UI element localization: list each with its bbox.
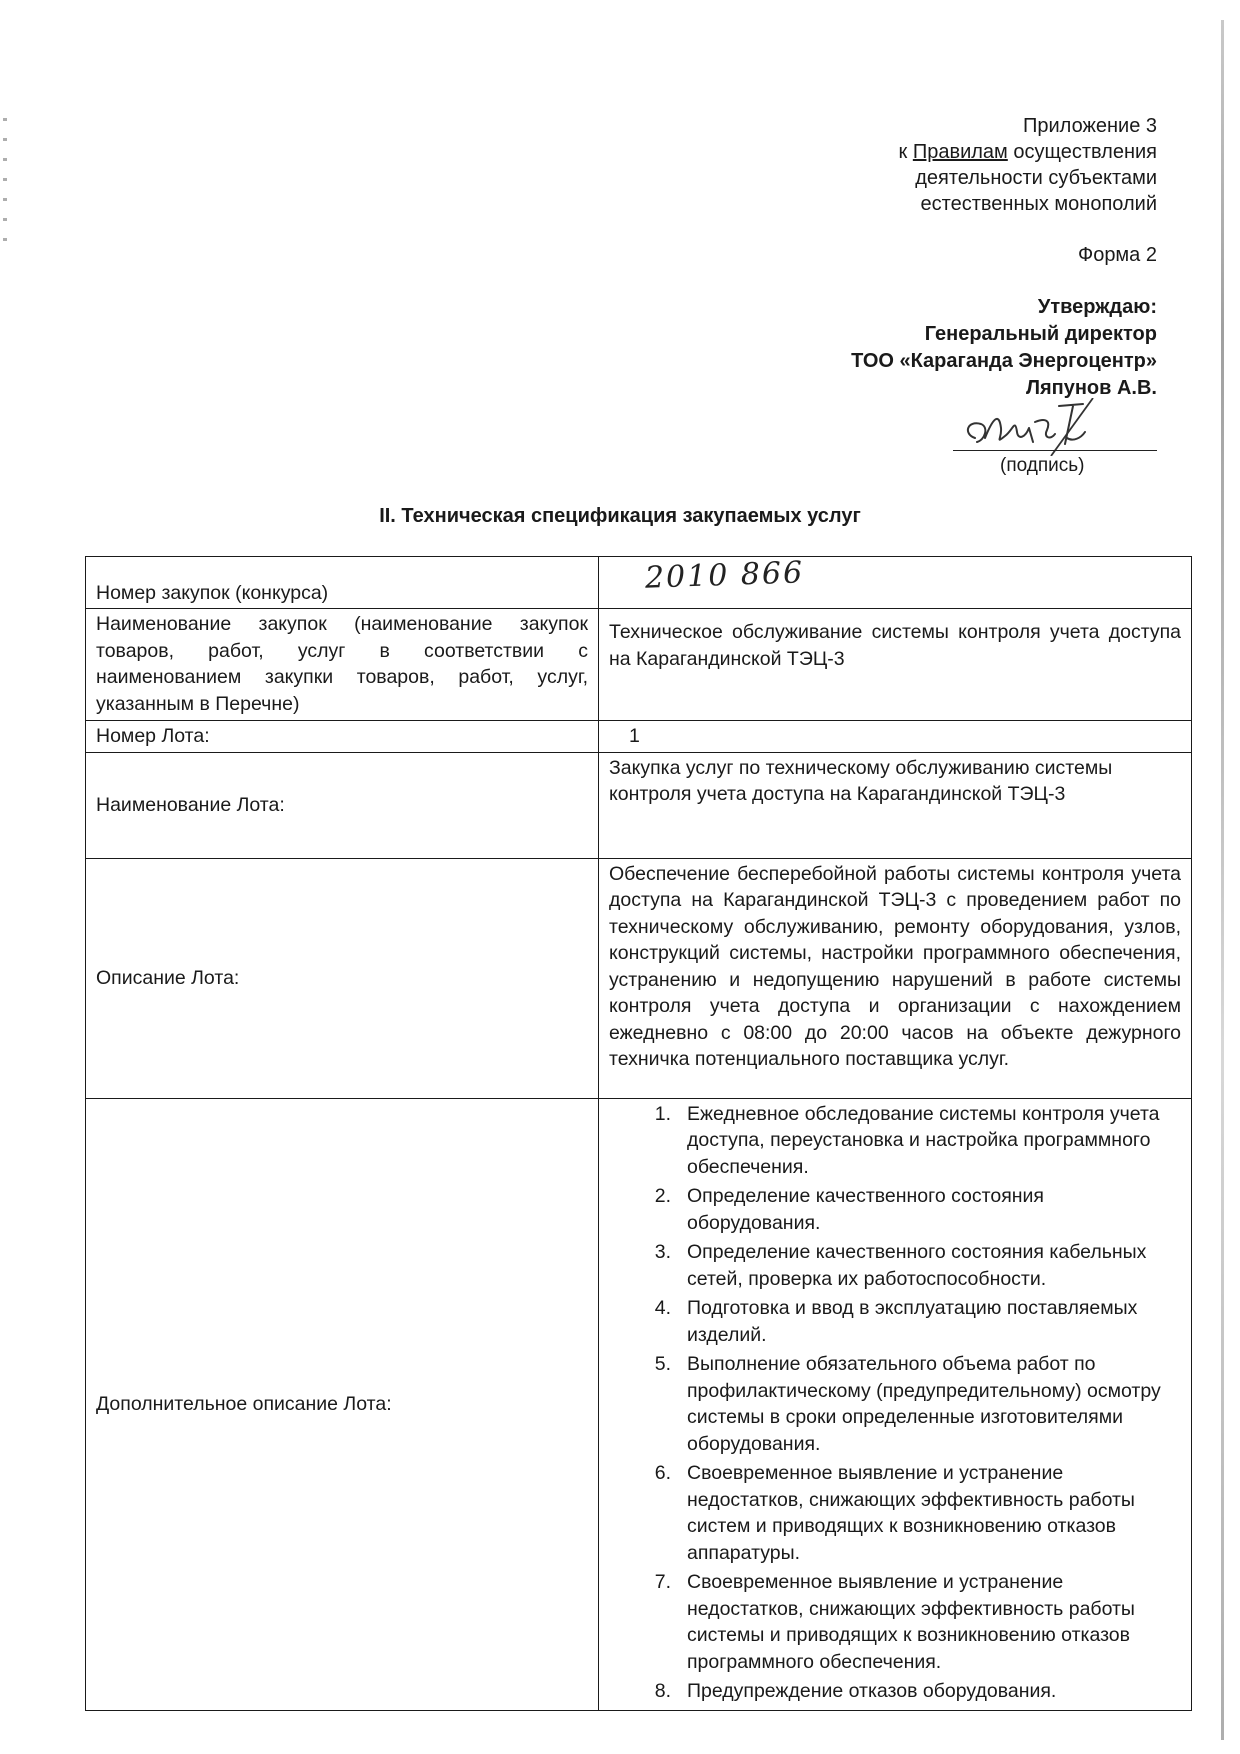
- list-item-number: 4.: [654, 1297, 671, 1319]
- row-label: Номер закупок (конкурса): [86, 557, 599, 609]
- list-item-number: 8.: [654, 1680, 671, 1702]
- form-number: Форма 2: [1077, 244, 1157, 266]
- handwritten-signature: [955, 398, 1105, 456]
- signature-line: [953, 450, 1157, 451]
- list-item-number: 2.: [654, 1185, 671, 1207]
- list-item-number: 5.: [654, 1353, 671, 1375]
- list-item-text: Своевременное выявление и устранение недостатков, снижающих эффективность работы системы и приводящих к возникновению отказов программного обеспечения.: [687, 1571, 1135, 1673]
- row-value: Обеспечение бесперебойной работы системы контроля учета доступа на Карагандинской ТЭЦ-3 с проведением работ по техническому обслуживанию, ремонту оборудования, узлов, конструкций системы, настройки программного обеспечения, устранению и недопущению нарушений в работе системы контроля учета доступа и организации с нахождением ежедневно с 08:00 до 20:00 часов на объекте дежурного техничка потенциального поставщика услуг.: [599, 858, 1192, 1098]
- list-item-text: Подготовка и ввод в эксплуатацию поставляемых изделий.: [687, 1297, 1138, 1346]
- list-item: [609, 1678, 1181, 1705]
- row-value: 1: [599, 721, 1192, 753]
- row-label: Номер Лота:: [86, 721, 599, 753]
- attachment-line-4: естественных монополий: [920, 193, 1157, 215]
- list-item-text: Определение качественного состояния кабельных сетей, проверка их работоспособности.: [687, 1241, 1147, 1290]
- additional-description-list: [609, 1101, 1181, 1705]
- list-item-text: Своевременное выявление и устранение недостатков, снижающих эффективность работы систем и приводящих к возникновению отказов аппаратуры.: [687, 1462, 1135, 1564]
- list-item-number: 3.: [654, 1241, 671, 1263]
- list-item: [609, 1351, 1181, 1457]
- scan-binding-marks: [3, 118, 7, 258]
- list-item: [609, 1239, 1181, 1292]
- table-row: [86, 721, 1192, 753]
- attachment-reference: [899, 113, 1157, 217]
- attachment-prefix: к: [898, 141, 913, 163]
- list-item-number: 6.: [654, 1462, 671, 1484]
- attachment-suffix: осуществления: [1007, 141, 1157, 163]
- table-row: [86, 752, 1192, 858]
- list-item: [609, 1295, 1181, 1348]
- approval-block: [851, 294, 1157, 402]
- attachment-line-2: [899, 139, 1157, 165]
- table-row: [86, 609, 1192, 721]
- list-item-text: Ежедневное обследование системы контроля учета доступа, переустановка и настройка программного обеспечения.: [687, 1102, 1160, 1178]
- handwritten-number: 2010 866: [644, 555, 805, 596]
- section-title: II. Техническая спецификация закупаемых услуг: [379, 505, 861, 527]
- row-label: Наименование Лота:: [86, 752, 599, 858]
- row-value: Закупка услуг по техническому обслуживанию системы контроля учета доступа на Карагандинской ТЭЦ-3: [599, 752, 1192, 858]
- approval-line-1: Утверждаю:: [1037, 296, 1157, 318]
- list-item-number: 7.: [654, 1571, 671, 1593]
- approval-line-3: ТОО «Караганда Энергоцентр»: [851, 350, 1157, 372]
- rules-link[interactable]: Правилам: [912, 141, 1008, 163]
- attachment-line-1: Приложение 3: [1023, 115, 1157, 137]
- list-item: [609, 1569, 1181, 1675]
- signature-caption: (подпись): [1000, 455, 1085, 476]
- row-label: Дополнительное описание Лота:: [86, 1098, 599, 1710]
- row-label: Описание Лота:: [86, 858, 599, 1098]
- list-item: [609, 1101, 1181, 1181]
- approval-line-2: Генеральный директор: [924, 323, 1157, 345]
- table-row: [86, 858, 1192, 1098]
- list-item: [609, 1183, 1181, 1236]
- list-item-number: 1.: [654, 1102, 671, 1125]
- scan-edge-artifact: [1221, 20, 1224, 1740]
- list-item-text: Предупреждение отказов оборудования.: [687, 1680, 1057, 1702]
- table-row: [86, 557, 1192, 609]
- attachment-line-3: деятельности субъектами: [915, 167, 1157, 189]
- row-value: Техническое обслуживание системы контроля учета доступа на Карагандинской ТЭЦ-3: [599, 609, 1192, 721]
- list-item-text: Выполнение обязательного объема работ по профилактическому (предупредительному) осмотру системы в сроки определенные изготовителями оборудования.: [687, 1353, 1161, 1455]
- specification-table: [85, 556, 1192, 1711]
- table-row: [86, 1098, 1192, 1710]
- row-label: Наименование закупок (наименование закупок товаров, работ, услуг в соответствии с наименованием закупки товаров, работ, услуг, указанным в Перечне): [86, 609, 599, 721]
- list-item-text: Определение качественного состояния оборудования.: [687, 1185, 1044, 1234]
- approval-line-4: Ляпунов А.В.: [1025, 377, 1157, 399]
- purchase-number-handwritten: [599, 557, 1192, 609]
- row-value: [599, 1098, 1192, 1710]
- list-item: [609, 1460, 1181, 1566]
